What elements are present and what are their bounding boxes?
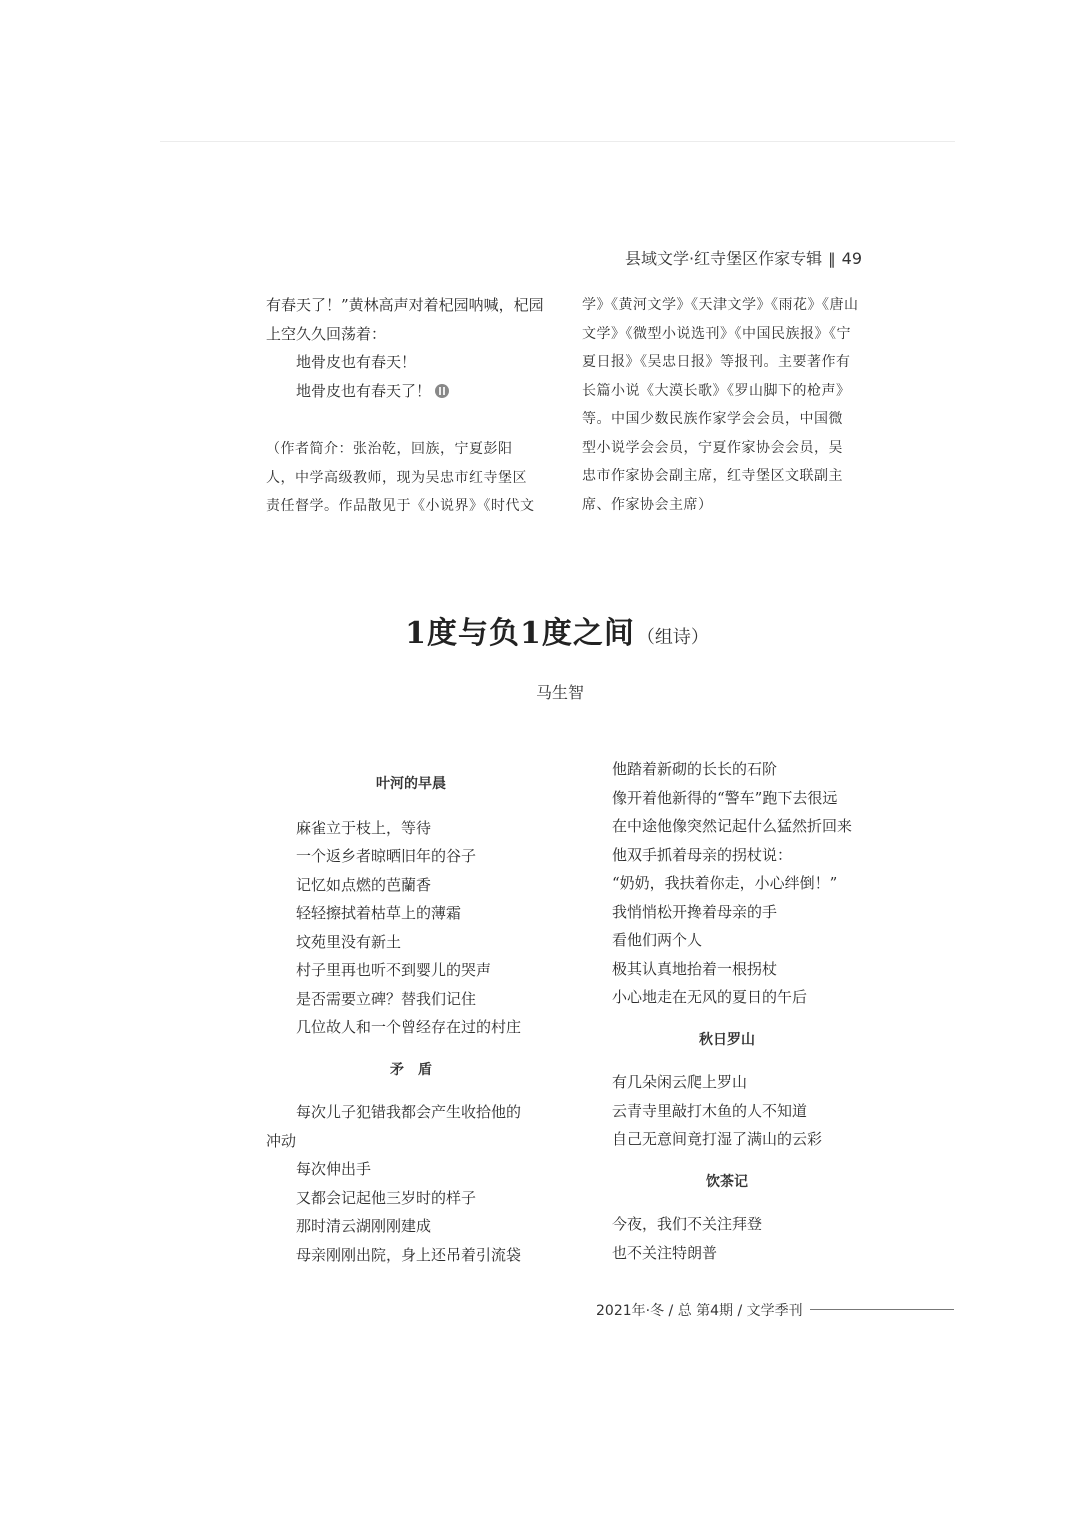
author-bio-right — [582, 291, 859, 519]
poem-line: 自己无意间竟打湿了满山的云彩 — [612, 1130, 823, 1148]
article-title-main: 1度与负1度之间 — [405, 616, 635, 651]
bio-line: 文学》《微型小说选刊》《中国民族报》《宁 — [582, 325, 851, 342]
story-line: 有春天了！”黄林高声对着杞园呐喊，杞园 — [266, 296, 544, 314]
poem-line: 今夜，我们不关注拜登 — [612, 1215, 763, 1233]
poem-line: 像开着他新得的“警车”跑下去很远 — [612, 788, 838, 807]
story-line: 上空久久回荡着： — [266, 324, 387, 343]
poem-line: 村子里再也听不到婴儿的哭声 — [296, 961, 492, 979]
poem-column-left — [266, 770, 556, 1269]
bio-line: 忠市作家协会副主席，红寺堡区文联副主 — [582, 468, 843, 484]
poem-line: 云青寺里敲打木鱼的人不知道 — [612, 1101, 808, 1120]
bio-line: 责任督学。作品散见于《小说界》《时代文 — [266, 498, 535, 514]
poem-line: 是否需要立碑？替我们记住 — [296, 989, 477, 1008]
poem-line: “奶奶，我扶着你走，小心绊倒！” — [612, 874, 838, 892]
end-mark-icon — [435, 384, 449, 398]
poem-line: 我悄悄松开搀着母亲的手 — [612, 902, 778, 921]
bio-line: 夏日报》《吴忠日报》等报刊。主要著作有 — [582, 354, 851, 370]
story-echo-line: 地骨皮也有春天！ — [296, 353, 417, 371]
poem-line: 有几朵闲云爬上罗山 — [612, 1073, 748, 1091]
poem-line: 几位故人和一个曾经存在过的村庄 — [296, 1018, 522, 1036]
poem-line: 他踏着新砌的长长的石阶 — [612, 760, 778, 778]
poem-line: 轻轻擦拭着枯草上的薄霜 — [296, 904, 462, 922]
poem-line: 麻雀立于枝上，等待 — [296, 818, 432, 837]
story-echo-line: 地骨皮也有春天了！ — [266, 377, 544, 406]
article-author: 马生智 — [535, 683, 584, 702]
poem-title: 饮茶记 — [706, 1173, 748, 1190]
page-footer: 2021年·冬 / 总 第4期 / 文学季刊 — [596, 1303, 803, 1319]
poem-line: 每次伸出手 — [296, 1160, 372, 1178]
bio-line: （作者简介：张治乾，回族，宁夏彭阳 — [266, 441, 513, 457]
page-number: 49 — [841, 249, 862, 268]
bio-line: 型小说学会会员，宁夏作家协会会员，吴 — [582, 439, 843, 456]
poem-column-right — [582, 755, 872, 1267]
poem-line: 一个返乡者晾晒旧年的谷子 — [296, 847, 477, 865]
bio-line: 人，中学高级教师，现为吴忠市红寺堡区 — [266, 469, 527, 486]
poem-line: 坟苑里没有新土 — [296, 932, 402, 951]
footer-rule — [810, 1309, 954, 1310]
poem-line: 极其认真地抬着一根拐杖 — [612, 959, 778, 978]
article-title — [200, 608, 914, 652]
poem-title: 叶河的早晨 — [376, 776, 446, 792]
poem-line: 他双手抓着母亲的拐杖说： — [612, 845, 793, 864]
poem-line: 小心地走在无风的夏日的午后 — [612, 988, 808, 1006]
poem-line: 也不关注特朗普 — [612, 1243, 718, 1262]
poem-title: 矛 盾 — [390, 1061, 432, 1078]
bio-line: 席、作家协会主席） — [582, 496, 713, 513]
poem-line: 又都会记起他三岁时的样子 — [296, 1188, 477, 1207]
poem-line: 那时清云湖刚刚建成 — [296, 1217, 432, 1235]
poem-line: 母亲刚刚出院，身上还吊着引流袋 — [296, 1245, 522, 1264]
poem-title: 秋日罗山 — [699, 1031, 755, 1048]
poem-line: 记忆如点燃的芭蘭香 — [296, 875, 432, 894]
bio-line: 学》《黄河文学》《天津文学》《雨花》《唐山 — [582, 297, 859, 313]
article-title-subtitle: （组诗） — [636, 627, 709, 648]
previous-story-ending — [266, 291, 544, 405]
header-separator: ‖ — [828, 250, 836, 268]
poem-line: 看他们两个人 — [612, 931, 703, 949]
poem-line: 在中途他像突然记起什么猛然折回来 — [612, 817, 853, 835]
top-divider — [160, 141, 955, 142]
bio-line: 等。中国少数民族作家学会会员，中国微 — [582, 411, 843, 427]
running-header — [600, 246, 862, 269]
bio-line: 长篇小说《大漠长歌》《罗山脚下的枪声》 — [582, 382, 851, 399]
poem-line-wrap: 冲动 — [266, 1131, 297, 1150]
section-name: 县域文学·红寺堡区作家专辑 — [625, 249, 823, 268]
author-bio-left — [266, 435, 535, 521]
poem-line: 每次儿子犯错我都会产生收拾他的 — [296, 1103, 522, 1121]
